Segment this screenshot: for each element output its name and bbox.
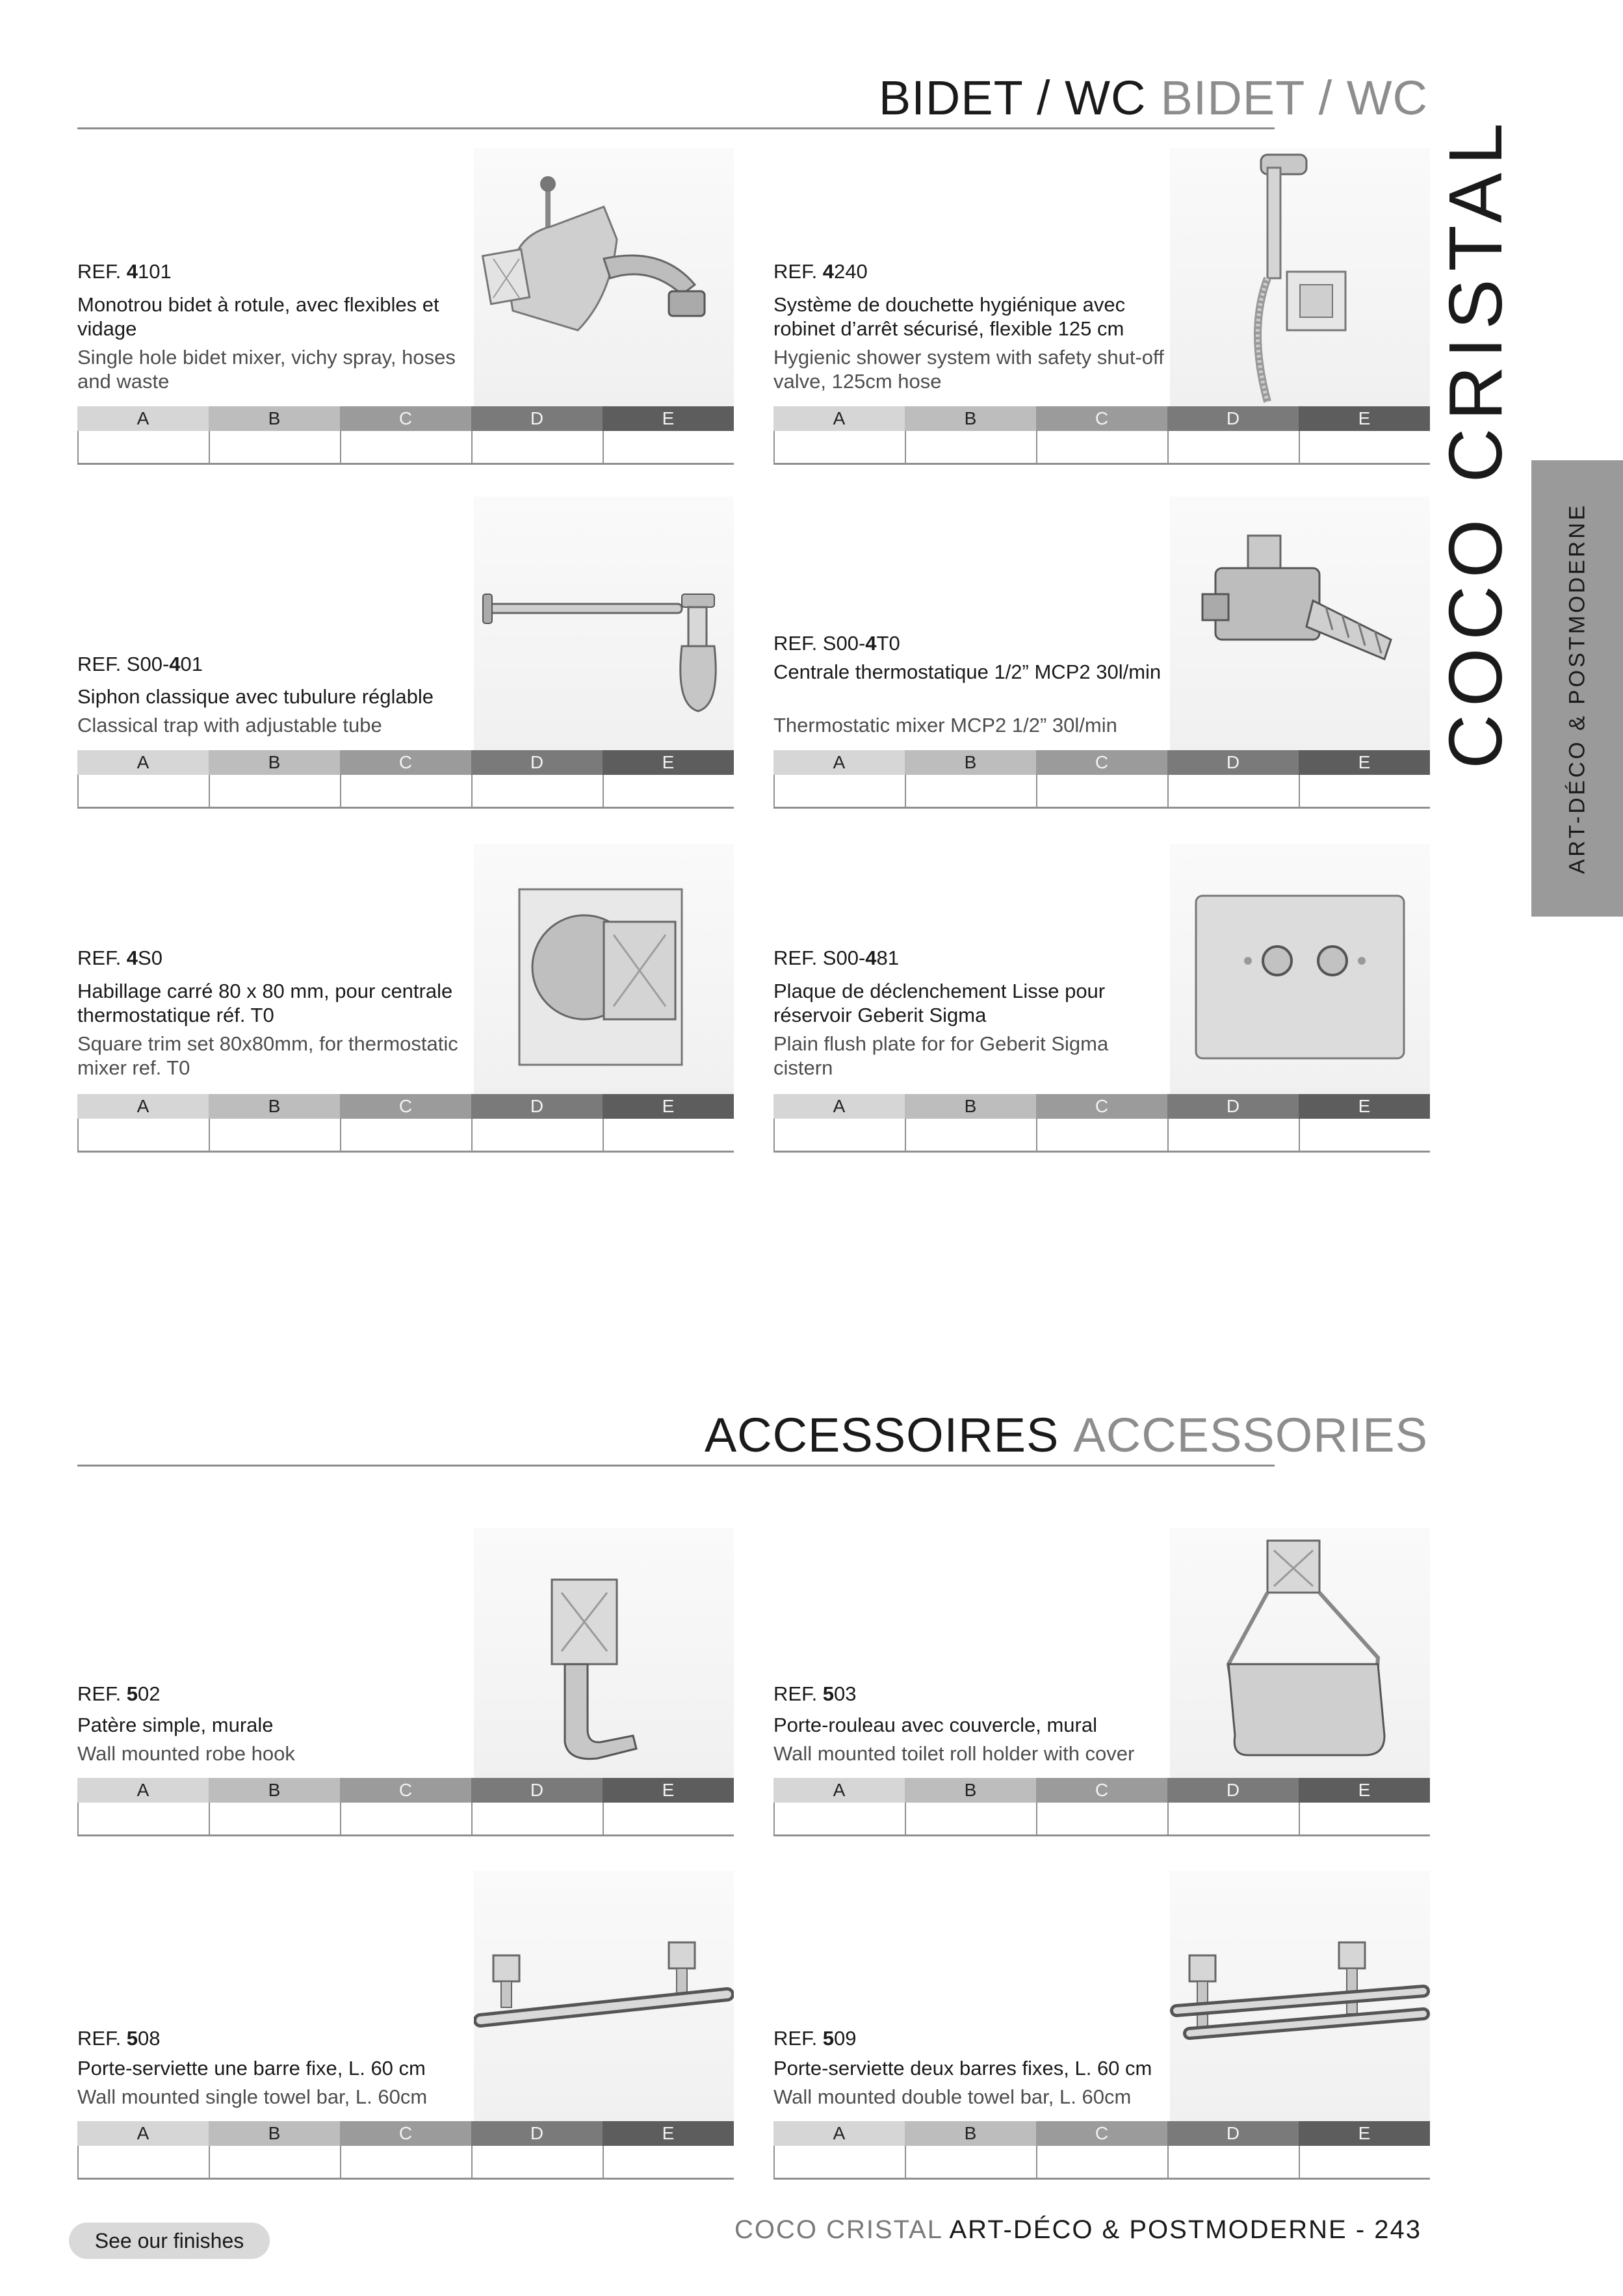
- toilet-roll-holder-icon: [1170, 1528, 1430, 1788]
- finish-e[interactable]: E: [1299, 750, 1430, 775]
- finish-a[interactable]: A: [77, 1778, 209, 1803]
- finish-table: [773, 750, 1430, 809]
- bidet-mixer-icon: [474, 148, 734, 408]
- product-desc-en: Wall mounted robe hook: [77, 1742, 295, 1765]
- section-title-bidet: [879, 70, 1428, 125]
- double-towel-bar-icon: [1170, 1871, 1430, 2131]
- finish-e[interactable]: E: [1299, 1778, 1430, 1803]
- finish-c[interactable]: C: [340, 750, 471, 775]
- product-card-s00-401: [77, 497, 734, 815]
- finish-b[interactable]: B: [209, 750, 340, 775]
- product-desc-en: Wall mounted double towel bar, L. 60cm: [773, 2085, 1132, 2108]
- finish-d[interactable]: D: [471, 406, 603, 431]
- section-rule: [77, 1465, 1275, 1467]
- product-desc-en: Wall mounted single towel bar, L. 60cm: [77, 2085, 428, 2108]
- finish-c[interactable]: C: [340, 1778, 471, 1803]
- finish-table: [773, 406, 1430, 465]
- section-title-fr: ACCESSOIRES: [704, 1408, 1059, 1462]
- finish-b[interactable]: B: [905, 406, 1036, 431]
- thermostatic-body-icon: [1170, 497, 1430, 757]
- finish-b[interactable]: B: [209, 1778, 340, 1803]
- finish-c[interactable]: C: [1036, 406, 1167, 431]
- finish-a[interactable]: A: [773, 1778, 905, 1803]
- finish-b[interactable]: B: [905, 750, 1036, 775]
- section-rule: [77, 127, 1275, 129]
- finish-b[interactable]: B: [209, 406, 340, 431]
- product-desc-fr: Habillage carré 80 x 80 mm, pour centrale thermostatique réf. T0: [77, 980, 453, 1026]
- finish-table: [773, 1094, 1430, 1153]
- finish-table: [77, 1778, 734, 1836]
- finish-b[interactable]: B: [209, 2121, 340, 2146]
- finish-d[interactable]: D: [1167, 750, 1299, 775]
- single-towel-bar-icon: [474, 1871, 734, 2131]
- finish-table: [773, 1778, 1430, 1836]
- product-ref: REF. 502: [77, 1682, 161, 1705]
- finish-e[interactable]: E: [1299, 1094, 1430, 1119]
- finish-a[interactable]: A: [77, 1094, 209, 1119]
- product-ref: REF. S00-401: [77, 653, 203, 675]
- finish-a[interactable]: A: [773, 750, 905, 775]
- product-desc-en: Square trim set 80x80mm, for thermostatic mixer ref. T0: [77, 1032, 458, 1079]
- section-title-en: BIDET / WC: [1160, 71, 1428, 125]
- finish-b[interactable]: B: [905, 1778, 1036, 1803]
- finish-e[interactable]: E: [1299, 406, 1430, 431]
- product-desc-en: Single hole bidet mixer, vichy spray, hoses and waste: [77, 346, 456, 393]
- footer-brand: COCO CRISTAL: [734, 2215, 942, 2244]
- finish-d[interactable]: D: [1167, 1094, 1299, 1119]
- product-desc-fr: Porte-rouleau avec couvercle, mural: [773, 1714, 1097, 1736]
- finish-table: [77, 750, 734, 809]
- product-ref: REF. 503: [773, 1682, 857, 1705]
- product-desc-fr: Porte-serviette deux barres fixes, L. 60 cm: [773, 2057, 1152, 2080]
- finish-table: [77, 1094, 734, 1153]
- finish-d[interactable]: D: [1167, 2121, 1299, 2146]
- finish-d[interactable]: D: [1167, 406, 1299, 431]
- finish-a[interactable]: A: [773, 1094, 905, 1119]
- product-desc-fr: Centrale thermostatique 1/2” MCP2 30l/min: [773, 660, 1162, 683]
- finish-c[interactable]: C: [340, 1094, 471, 1119]
- product-ref: REF. 509: [773, 2027, 857, 2050]
- finish-d[interactable]: D: [471, 750, 603, 775]
- finish-e[interactable]: E: [1299, 2121, 1430, 2146]
- finish-c[interactable]: C: [1036, 1778, 1167, 1803]
- product-desc-fr: Siphon classique avec tubulure réglable: [77, 685, 434, 708]
- finish-c[interactable]: C: [340, 406, 471, 431]
- hygienic-shower-icon: [1170, 148, 1430, 408]
- product-desc-en: Thermostatic mixer MCP2 1/2” 30l/min: [773, 714, 1117, 737]
- finish-e[interactable]: E: [603, 750, 734, 775]
- section-title-en: ACCESSORIES: [1073, 1408, 1428, 1462]
- product-ref: REF. S00-481: [773, 946, 900, 969]
- flush-plate-icon: [1170, 844, 1430, 1104]
- finish-a[interactable]: A: [77, 2121, 209, 2146]
- finish-a[interactable]: A: [77, 406, 209, 431]
- collection-vertical-title: COCO CRISTAL: [1433, 115, 1518, 769]
- bottle-trap-icon: [474, 497, 734, 757]
- product-desc-en: Plain flush plate for for Geberit Sigma cistern: [773, 1032, 1109, 1079]
- finish-e[interactable]: E: [603, 1094, 734, 1119]
- product-ref: REF. 4240: [773, 260, 868, 283]
- product-desc-en: Classical trap with adjustable tube: [77, 714, 382, 737]
- product-card-4s0: [77, 844, 734, 1162]
- finish-c[interactable]: C: [1036, 2121, 1167, 2146]
- product-card-508: [77, 1871, 734, 2183]
- section-title-fr: BIDET / WC: [878, 71, 1147, 125]
- product-card-502: [77, 1528, 734, 1840]
- section-title-accessories: [705, 1407, 1428, 1463]
- page-footer: [734, 2215, 1422, 2245]
- finish-b[interactable]: B: [209, 1094, 340, 1119]
- finish-b[interactable]: B: [905, 1094, 1036, 1119]
- product-ref: REF. S00-4T0: [773, 632, 900, 655]
- finish-table: [77, 2121, 734, 2180]
- square-trim-icon: [474, 844, 734, 1104]
- product-ref: REF. 4101: [77, 260, 172, 283]
- product-card-s00-481: [773, 844, 1430, 1162]
- finish-table: [773, 2121, 1430, 2180]
- collection-side-tab[interactable]: ART-DÉCO & POSTMODERNE: [1531, 460, 1623, 917]
- product-desc-fr: Monotrou bidet à rotule, avec flexibles et vidage: [77, 293, 439, 340]
- product-desc-fr: Porte-serviette une barre fixe, L. 60 cm: [77, 2057, 426, 2080]
- product-desc-fr: Patère simple, murale: [77, 1714, 274, 1736]
- product-desc-en: Wall mounted toilet roll holder with cover: [773, 1742, 1135, 1765]
- finish-c[interactable]: C: [1036, 1094, 1167, 1119]
- robe-hook-icon: [474, 1528, 734, 1788]
- product-card-509: [773, 1871, 1430, 2183]
- finish-b[interactable]: B: [905, 2121, 1036, 2146]
- finish-d[interactable]: D: [1167, 1778, 1299, 1803]
- finish-table: [77, 406, 734, 465]
- finish-e[interactable]: E: [603, 2121, 734, 2146]
- product-desc-en: Hygienic shower system with safety shut-off valve, 125cm hose: [773, 346, 1164, 393]
- product-card-4240: [773, 148, 1430, 467]
- product-desc-fr: Plaque de déclenchement Lisse pour réservoir Geberit Sigma: [773, 980, 1106, 1026]
- finish-a[interactable]: A: [77, 750, 209, 775]
- finish-d[interactable]: D: [471, 1094, 603, 1119]
- finish-c[interactable]: C: [340, 2121, 471, 2146]
- product-ref: REF. 4S0: [77, 946, 162, 969]
- product-card-4101: [77, 148, 734, 467]
- finish-d[interactable]: D: [471, 2121, 603, 2146]
- product-desc-fr: Système de douchette hygiénique avec robinet d’arrêt sécurisé, flexible 125 cm: [773, 293, 1126, 340]
- finish-d[interactable]: D: [471, 1778, 603, 1803]
- finish-a[interactable]: A: [773, 406, 905, 431]
- finish-e[interactable]: E: [603, 1778, 734, 1803]
- product-card-s00-4t0: [773, 497, 1430, 815]
- see-finishes-button[interactable]: See our finishes: [69, 2223, 270, 2259]
- finish-c[interactable]: C: [1036, 750, 1167, 775]
- product-ref: REF. 508: [77, 2027, 161, 2050]
- finish-e[interactable]: E: [603, 406, 734, 431]
- footer-page-info: ART-DÉCO & POSTMODERNE - 243: [949, 2215, 1422, 2244]
- finish-a[interactable]: A: [773, 2121, 905, 2146]
- product-card-503: [773, 1528, 1430, 1840]
